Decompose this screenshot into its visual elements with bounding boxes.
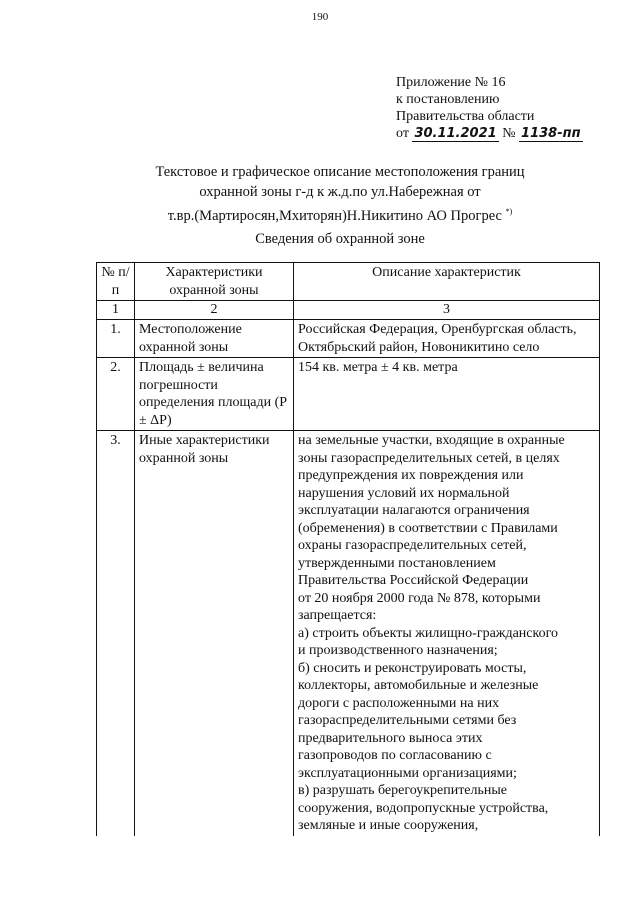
column-number-row	[97, 301, 600, 320]
handwritten-number: 1138-пп	[521, 126, 581, 141]
column-number: 3	[294, 301, 600, 320]
date-prefix: от	[396, 126, 409, 141]
description-line: нарушения условий их нормальной	[298, 485, 510, 501]
description-line: земляные и иные сооружения,	[298, 818, 479, 833]
table-row	[97, 358, 600, 431]
description-line: сооружения, водопропускные устройства,	[298, 800, 549, 816]
description-line: предварительного выноса этих	[298, 730, 483, 746]
table-row	[97, 320, 600, 358]
description-line: от 20 ноября 2000 года № 878, которыми	[298, 590, 541, 606]
page-number: 190	[311, 11, 329, 23]
row-description-restrictions	[294, 431, 600, 836]
row-characteristic: Иные характеристики охранной зоны	[135, 431, 294, 836]
description-line: (обременения) в соответствии с Правилами	[298, 520, 558, 536]
title-line-3	[100, 202, 580, 226]
row-characteristic: Площадь ± величина погрешности определения площади (Р ± ΔР)	[135, 358, 294, 431]
header-description: Описание характеристик	[294, 263, 600, 301]
title-line-2: охранной зоны г-д к ж.д.по ул.Набережная от	[199, 184, 481, 200]
description-line: предупреждения их повреждения или	[298, 468, 524, 483]
number-prefix: №	[502, 126, 516, 141]
description-line: б) сносить и реконструировать мосты,	[298, 660, 527, 676]
footnote-mark: *)	[505, 207, 513, 216]
handwritten-date: 30.11.2021	[414, 126, 497, 141]
appendix-line-2: к постановлению	[396, 92, 500, 107]
title-line-1: Текстовое и графическое описание местоположения границ	[155, 164, 525, 180]
column-number: 1	[97, 301, 135, 320]
description-line: и производственного назначения;	[298, 643, 498, 658]
description-line: коллекторы, автомобильные и железные	[298, 678, 539, 693]
description-line: утвержденными постановлением	[298, 555, 496, 571]
row-number: 2.	[97, 358, 135, 431]
description-line: в) разрушать берегоукрепительные	[298, 783, 508, 798]
header-characteristic: Характеристики охранной зоны	[135, 263, 294, 301]
zone-info-table	[96, 262, 600, 836]
section-heading: Сведения об охранной зоне	[255, 231, 425, 247]
description-line: Правительства Российской Федерации	[298, 573, 529, 588]
title-line-3-text: т.вр.(Мартиросян,Мхиторян)Н.Никитино АО Прогрес	[167, 207, 502, 224]
appendix-date-line	[396, 125, 583, 142]
row-description: 154 кв. метра ± 4 кв. метра	[294, 358, 600, 431]
document-title	[100, 162, 580, 226]
row-number: 1.	[97, 320, 135, 358]
description-line: газопроводов по согласованию с	[298, 748, 492, 763]
description-line: дороги с расположенными на них	[298, 695, 500, 711]
row-characteristic: Местоположение охранной зоны	[135, 320, 294, 358]
row-description: Российская Федерация, Оренбургская область, Октябрьский район, Новоникитино село	[294, 320, 600, 358]
description-line: газораспределительными сетями без	[298, 713, 517, 728]
row-number: 3.	[97, 431, 135, 836]
header-number: № п/п	[97, 263, 135, 301]
table-row	[97, 431, 600, 836]
description-line: а) строить объекты жилищно-гражданского	[298, 625, 558, 641]
description-line: охраны газораспределительных сетей,	[298, 538, 527, 553]
description-line: на земельные участки, входящие в охранные	[298, 433, 565, 448]
description-line: зоны газораспределительных сетей, в целях	[298, 450, 560, 466]
table-header-row	[97, 263, 600, 301]
appendix-line-3: Правительства области	[396, 109, 535, 124]
appendix-title: Приложение № 16	[396, 75, 506, 90]
appendix-block	[396, 74, 583, 142]
description-line: эксплуатационными организациями;	[298, 765, 517, 781]
column-number: 2	[135, 301, 294, 320]
description-line: эксплуатации налагаются ограничения	[298, 503, 530, 518]
description-line: запрещается:	[298, 608, 377, 623]
